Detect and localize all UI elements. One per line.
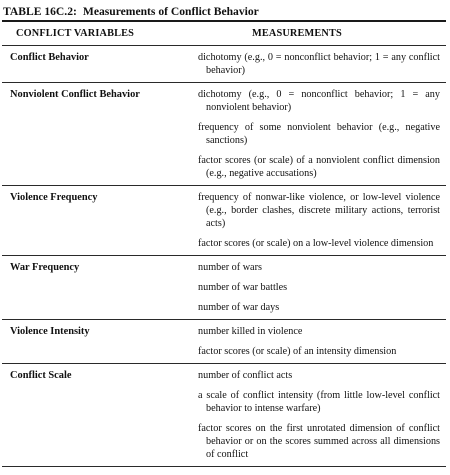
measurement-item: number of conflict acts — [198, 370, 293, 381]
table-row — [2, 364, 446, 466]
table-row — [2, 186, 446, 255]
table-body — [2, 46, 446, 467]
measurement-item: factor scores (or scale) of an intensity dimension — [198, 346, 397, 357]
conflict-variable-cell: Nonviolent Conflict Behavior — [10, 89, 140, 100]
measurements-cell — [198, 46, 446, 82]
measurements-cell — [198, 364, 446, 466]
table-label: TABLE 16C.2: — [3, 5, 77, 18]
measurements-cell — [198, 186, 446, 255]
measurement-item: factor scores on the first unrotated dimension of conflict behavior or on the scores summed across all dimensions of conflict — [198, 423, 440, 460]
conflict-variable-cell: Violence Frequency — [10, 192, 98, 203]
conflict-variable-cell: Violence Intensity — [10, 326, 90, 337]
measurement-item: number killed in violence — [198, 326, 303, 337]
table-row — [2, 320, 446, 363]
document-page — [2, 4, 446, 467]
measurement-item: dichotomy (e.g., 0 = nonconflict behavior; 1 = any conflict behavior) — [198, 52, 440, 76]
conflict-variable-cell: Conflict Scale — [10, 370, 72, 381]
measurements-cell — [198, 83, 446, 185]
measurements-cell — [198, 256, 446, 319]
measurement-item: number of war days — [198, 302, 280, 313]
measurement-item: number of war battles — [198, 282, 288, 293]
measurement-item: factor scores (or scale) of a nonviolent conflict dimension (e.g., negative accusations) — [198, 155, 440, 179]
header-conflict-variables: CONFLICT VARIABLES — [16, 28, 135, 39]
measurements-cell — [198, 320, 446, 363]
measurement-item: number of wars — [198, 262, 262, 273]
header-measurements: MEASUREMENTS — [252, 28, 342, 39]
measurement-item: a scale of conflict intensity (from little low-level conflict behavior to intense warfare) — [198, 390, 440, 414]
table-header — [2, 22, 446, 45]
table-row — [2, 83, 446, 185]
row-rule — [2, 466, 446, 467]
measurement-item: frequency of nonwar-like violence, or low-level violence (e.g., border clashes, discrete military actions, terrorist acts) — [198, 192, 440, 229]
table-title — [2, 4, 446, 20]
measurement-item: dichotomy (e.g., 0 = nonconflict behavior; 1 = any nonviolent behavior) — [198, 89, 440, 113]
conflict-variable-cell: Conflict Behavior — [10, 52, 89, 63]
conflict-variable-cell: War Frequency — [10, 262, 80, 273]
measurement-item: factor scores (or scale) on a low-level violence dimension — [198, 238, 434, 249]
table-caption: Measurements of Conflict Behavior — [82, 5, 259, 18]
table-row — [2, 46, 446, 82]
table-row — [2, 256, 446, 319]
measurement-item: frequency of some nonviolent behavior (e.g., negative sanctions) — [198, 122, 440, 146]
